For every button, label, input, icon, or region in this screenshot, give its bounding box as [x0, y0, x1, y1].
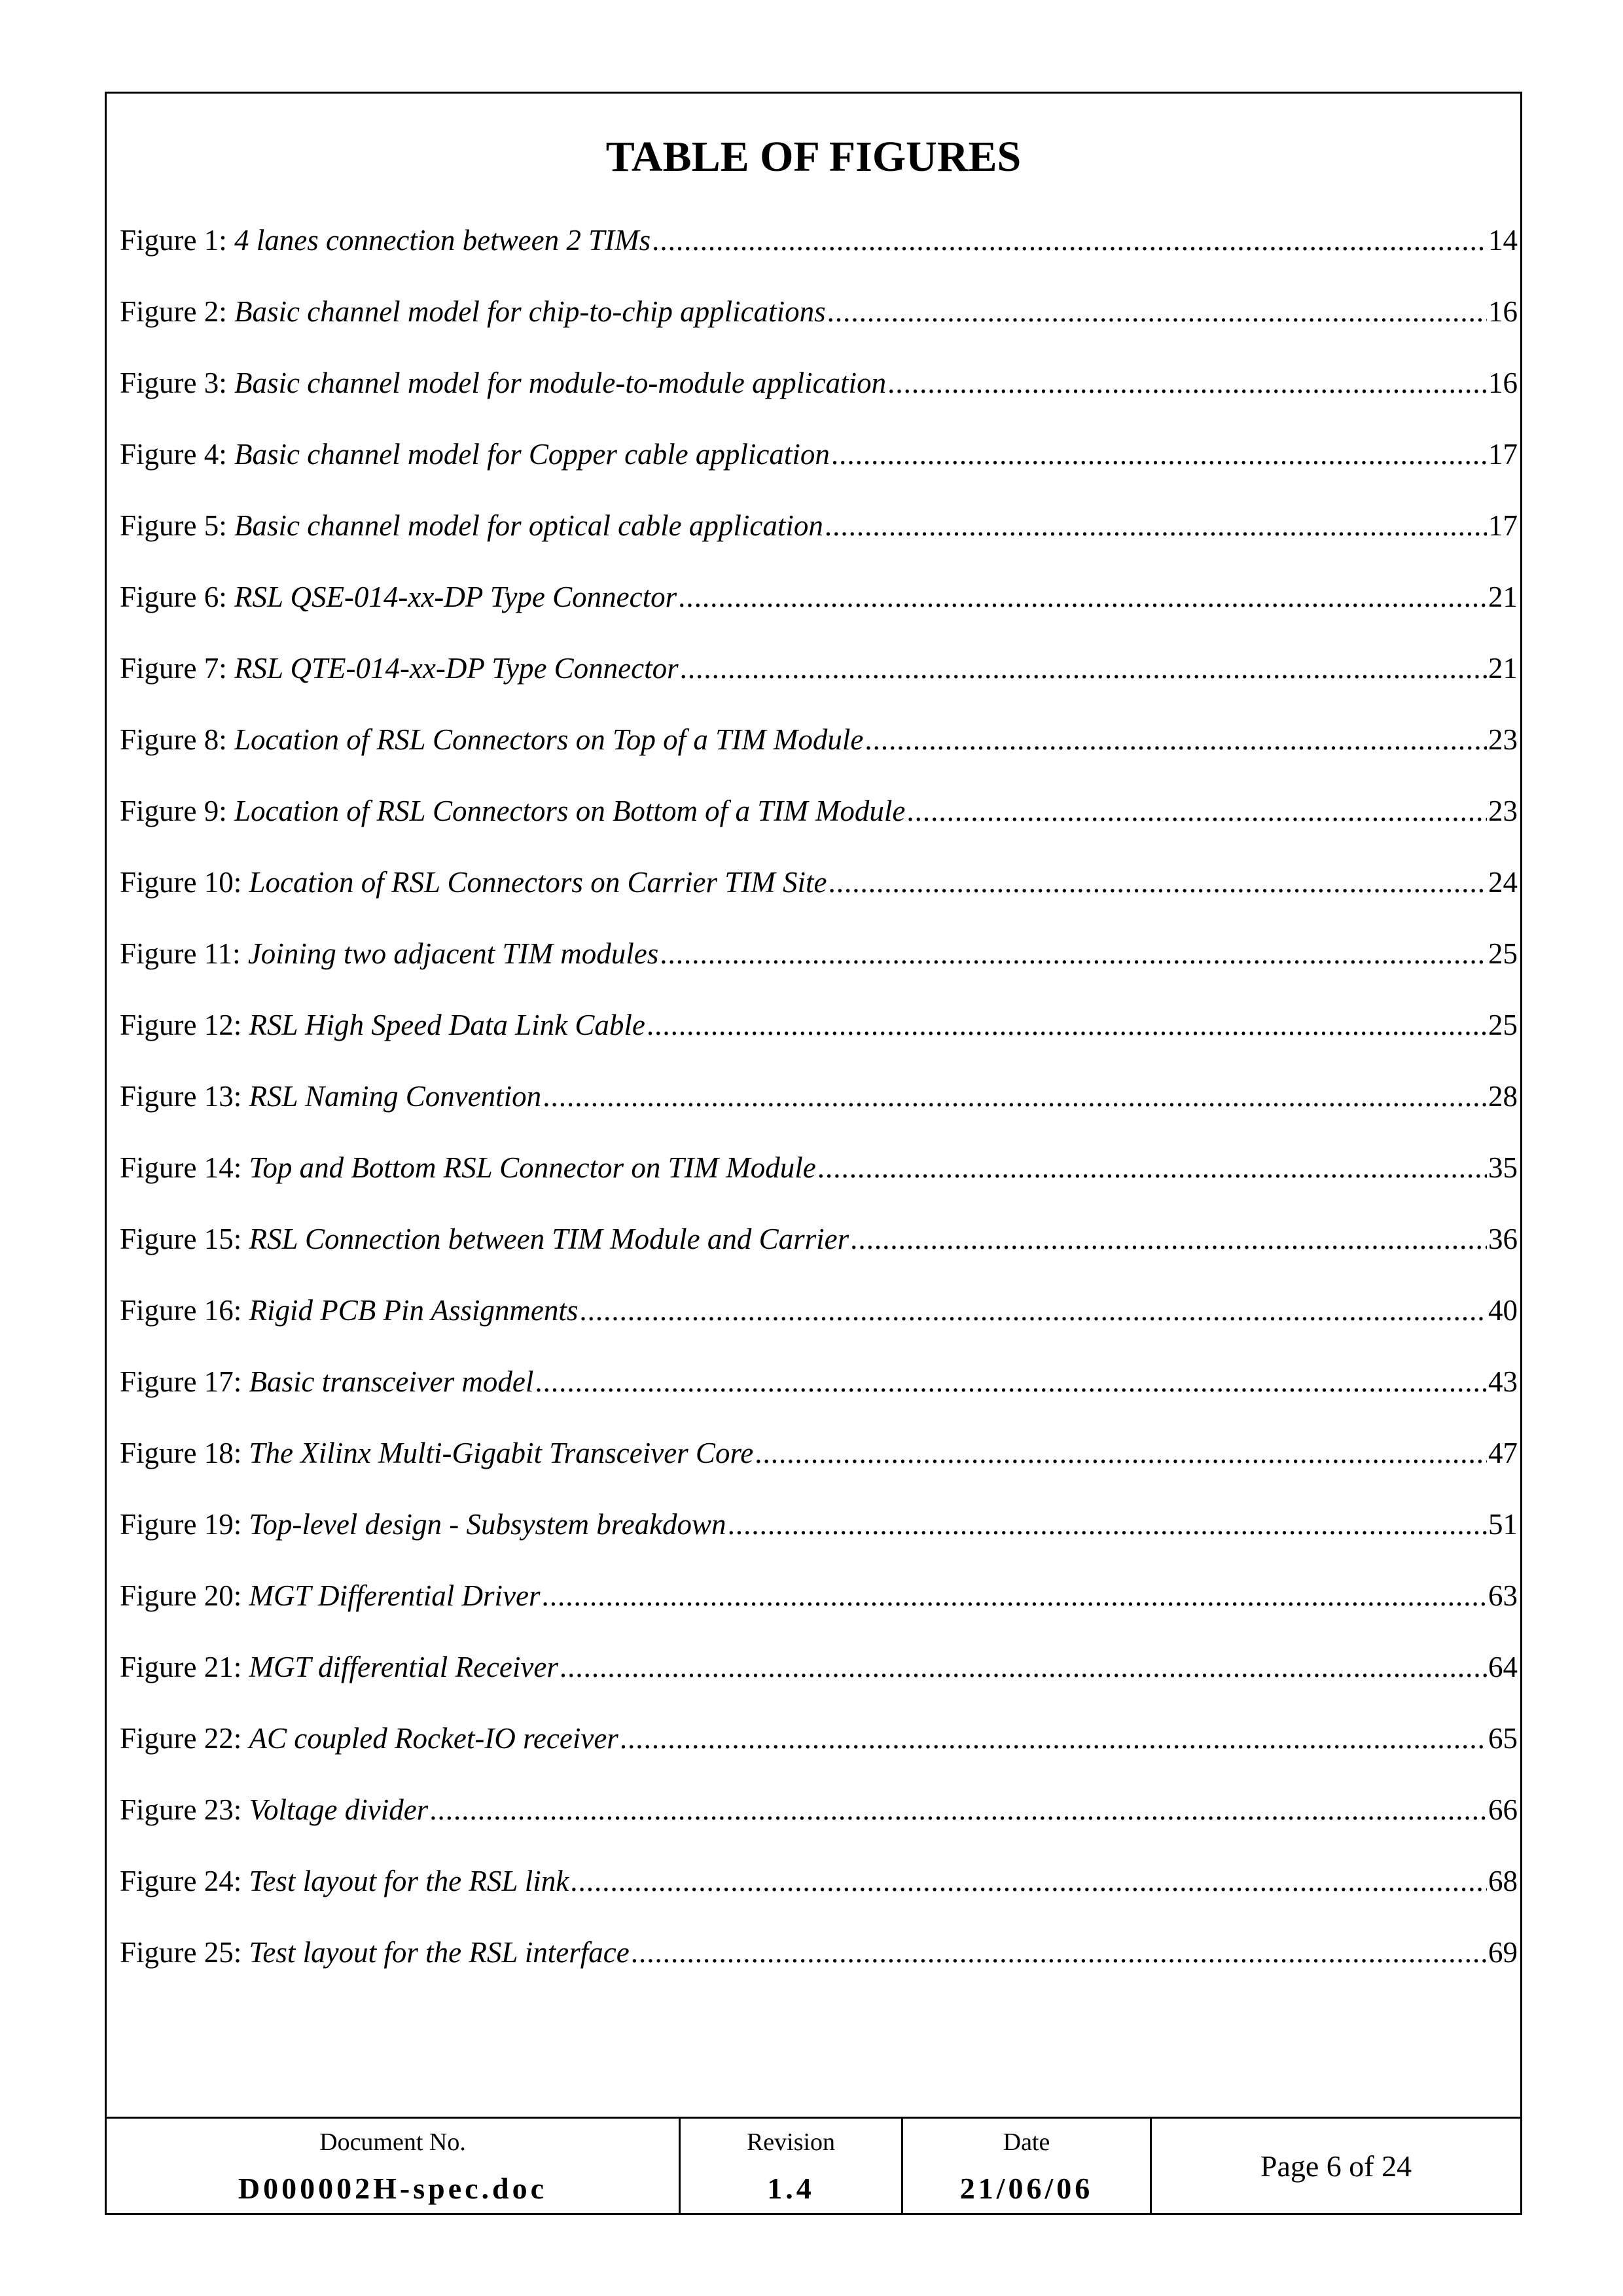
- figure-number: Figure 7:: [120, 652, 234, 685]
- figure-entry[interactable]: [120, 289, 1518, 361]
- figure-page: 43: [1488, 1365, 1518, 1398]
- figure-number: Figure 4:: [120, 438, 234, 471]
- figure-caption: Basic channel model for Copper cable application: [234, 438, 830, 471]
- figure-number: Figure 20:: [120, 1579, 249, 1612]
- figure-page: 64: [1488, 1651, 1518, 1683]
- figure-caption: RSL High Speed Data Link Cable: [249, 1009, 645, 1041]
- figure-caption: Top-level design - Subsystem breakdown: [249, 1508, 726, 1541]
- figure-entry[interactable]: [120, 646, 1518, 717]
- figure-page: 23: [1488, 795, 1518, 827]
- dot-leader: [660, 934, 1487, 973]
- figure-caption: Location of RSL Connectors on Bottom of a TIM Module: [234, 795, 906, 827]
- document-number-cell: [107, 2119, 681, 2213]
- figure-number: Figure 5:: [120, 509, 234, 542]
- figure-entry[interactable]: [120, 1074, 1518, 1145]
- page-title: TABLE OF FIGURES: [605, 133, 1022, 181]
- figure-number: Figure 8:: [120, 723, 234, 756]
- document-number-value: D000002H-spec.doc: [238, 2172, 548, 2205]
- figure-caption: Basic channel model for module-to-module application: [234, 367, 887, 399]
- figure-page: 68: [1488, 1865, 1518, 1897]
- figure-number: Figure 15:: [120, 1223, 249, 1255]
- figure-page: 16: [1488, 295, 1518, 328]
- figure-entry[interactable]: [120, 432, 1518, 503]
- revision-value: 1.4: [767, 2172, 815, 2205]
- figure-number: Figure 12:: [120, 1009, 249, 1041]
- figure-page: 25: [1488, 937, 1518, 970]
- date-cell: [903, 2119, 1152, 2213]
- figure-page: 36: [1488, 1223, 1518, 1255]
- figure-caption: Rigid PCB Pin Assignments: [249, 1294, 579, 1327]
- figure-entry[interactable]: [120, 1003, 1518, 1074]
- figures-list: [120, 218, 1518, 2001]
- figure-page: 17: [1488, 438, 1518, 471]
- figure-caption: Top and Bottom RSL Connector on TIM Module: [249, 1151, 816, 1184]
- page-number: Page 6 of 24: [1260, 2149, 1412, 2183]
- dot-leader: [906, 791, 1487, 831]
- dot-leader: [678, 577, 1487, 617]
- figure-caption: RSL Naming Convention: [249, 1080, 542, 1113]
- dot-leader: [631, 1933, 1487, 1972]
- figure-entry[interactable]: [120, 1716, 1518, 1787]
- figure-entry[interactable]: [120, 218, 1518, 289]
- dot-leader: [825, 506, 1487, 545]
- figure-page: 24: [1488, 866, 1518, 899]
- figure-number: Figure 13:: [120, 1080, 249, 1113]
- figure-page: 21: [1488, 652, 1518, 685]
- figure-caption: Basic channel model for optical cable application: [234, 509, 823, 542]
- figure-caption: Test layout for the RSL link: [249, 1865, 569, 1897]
- dot-leader: [579, 1291, 1487, 1330]
- figure-entry[interactable]: [120, 361, 1518, 432]
- document-number-label: Document No.: [319, 2128, 466, 2156]
- dot-leader: [570, 1861, 1487, 1901]
- figure-number: Figure 2:: [120, 295, 234, 328]
- dot-leader: [831, 435, 1487, 474]
- figure-number: Figure 24:: [120, 1865, 249, 1897]
- figure-caption: RSL Connection between TIM Module and Carrier: [249, 1223, 849, 1255]
- dot-leader: [541, 1576, 1487, 1615]
- dot-leader: [543, 1077, 1487, 1116]
- figure-entry[interactable]: [120, 1859, 1518, 1930]
- figure-number: Figure 25:: [120, 1936, 249, 1969]
- figure-caption: Basic transceiver model: [249, 1365, 534, 1398]
- dot-leader: [817, 1148, 1487, 1187]
- figure-entry[interactable]: [120, 860, 1518, 931]
- figure-caption: Location of RSL Connectors on Top of a TIM Module: [234, 723, 864, 756]
- figure-entry[interactable]: [120, 1359, 1518, 1431]
- figure-page: 14: [1488, 224, 1518, 257]
- figure-caption: MGT differential Receiver: [249, 1651, 558, 1683]
- figure-caption: RSL QTE-014-xx-DP Type Connector: [234, 652, 679, 685]
- dot-leader: [828, 863, 1487, 902]
- page-frame: [105, 92, 1522, 2215]
- figure-entry[interactable]: [120, 1145, 1518, 1217]
- dot-leader: [728, 1505, 1487, 1544]
- dot-leader: [865, 720, 1487, 759]
- figure-page: 63: [1488, 1579, 1518, 1612]
- figure-page: 35: [1488, 1151, 1518, 1184]
- figure-number: Figure 3:: [120, 367, 234, 399]
- figure-page: 40: [1488, 1294, 1518, 1327]
- figure-caption: RSL QSE-014-xx-DP Type Connector: [234, 581, 677, 613]
- figure-number: Figure 21:: [120, 1651, 249, 1683]
- figure-caption: Joining two adjacent TIM modules: [247, 937, 659, 970]
- figure-number: Figure 17:: [120, 1365, 249, 1398]
- figure-caption: 4 lanes connection between 2 TIMs: [234, 224, 651, 257]
- figure-entry[interactable]: [120, 1645, 1518, 1716]
- figure-number: Figure 22:: [120, 1722, 249, 1755]
- dot-leader: [647, 1005, 1487, 1045]
- figure-page: 16: [1488, 367, 1518, 399]
- figure-entry[interactable]: [120, 575, 1518, 646]
- figure-number: Figure 23:: [120, 1793, 249, 1826]
- figure-page: 17: [1488, 509, 1518, 542]
- figure-entry[interactable]: [120, 1217, 1518, 1288]
- revision-cell: [681, 2119, 903, 2213]
- figure-number: Figure 11:: [120, 937, 248, 970]
- date-label: Date: [1003, 2128, 1050, 2156]
- figure-page: 47: [1488, 1437, 1518, 1469]
- dot-leader: [887, 363, 1487, 403]
- figure-entry[interactable]: [120, 1930, 1518, 2001]
- dot-leader: [535, 1362, 1487, 1401]
- figure-caption: Voltage divider: [249, 1793, 429, 1826]
- figure-number: Figure 1:: [120, 224, 234, 257]
- figure-number: Figure 16:: [120, 1294, 249, 1327]
- figure-caption: Location of RSL Connectors on Carrier TIM Site: [249, 866, 827, 899]
- figure-page: 69: [1488, 1936, 1518, 1969]
- figure-caption: Basic channel model for chip-to-chip applications: [234, 295, 826, 328]
- dot-leader: [560, 1647, 1487, 1687]
- figure-page: 28: [1488, 1080, 1518, 1113]
- page-number-cell: [1152, 2119, 1520, 2213]
- footer-table: [107, 2117, 1520, 2213]
- figure-page: 65: [1488, 1722, 1518, 1755]
- figure-entry[interactable]: [120, 717, 1518, 789]
- figure-page: 25: [1488, 1009, 1518, 1041]
- figure-entry[interactable]: [120, 789, 1518, 860]
- dot-leader: [680, 649, 1487, 688]
- figure-caption: The Xilinx Multi-Gigabit Transceiver Core: [249, 1437, 754, 1469]
- figure-page: 21: [1488, 581, 1518, 613]
- dot-leader: [620, 1719, 1487, 1758]
- figure-caption: AC coupled Rocket-IO receiver: [249, 1722, 618, 1755]
- figure-number: Figure 9:: [120, 795, 234, 827]
- dot-leader: [652, 221, 1487, 260]
- figure-number: Figure 18:: [120, 1437, 249, 1469]
- figure-number: Figure 19:: [120, 1508, 249, 1541]
- figure-number: Figure 14:: [120, 1151, 249, 1184]
- dot-leader: [429, 1790, 1487, 1829]
- figure-caption: MGT Differential Driver: [249, 1579, 541, 1612]
- figure-entry[interactable]: [120, 503, 1518, 575]
- dot-leader: [827, 292, 1487, 331]
- dot-leader: [755, 1433, 1487, 1473]
- dot-leader: [850, 1219, 1487, 1259]
- figure-entry[interactable]: [120, 1431, 1518, 1502]
- revision-label: Revision: [746, 2128, 836, 2156]
- figure-number: Figure 10:: [120, 866, 249, 899]
- figure-entry[interactable]: [120, 1288, 1518, 1359]
- figure-entry[interactable]: [120, 931, 1518, 1003]
- figure-entry[interactable]: [120, 1787, 1518, 1859]
- figure-page: 51: [1488, 1508, 1518, 1541]
- figure-entry[interactable]: [120, 1502, 1518, 1573]
- date-value: 21/06/06: [959, 2172, 1094, 2205]
- figure-number: Figure 6:: [120, 581, 234, 613]
- figure-entry[interactable]: [120, 1573, 1518, 1645]
- figure-caption: Test layout for the RSL interface: [249, 1936, 630, 1969]
- figure-page: 23: [1488, 723, 1518, 756]
- figure-page: 66: [1488, 1793, 1518, 1826]
